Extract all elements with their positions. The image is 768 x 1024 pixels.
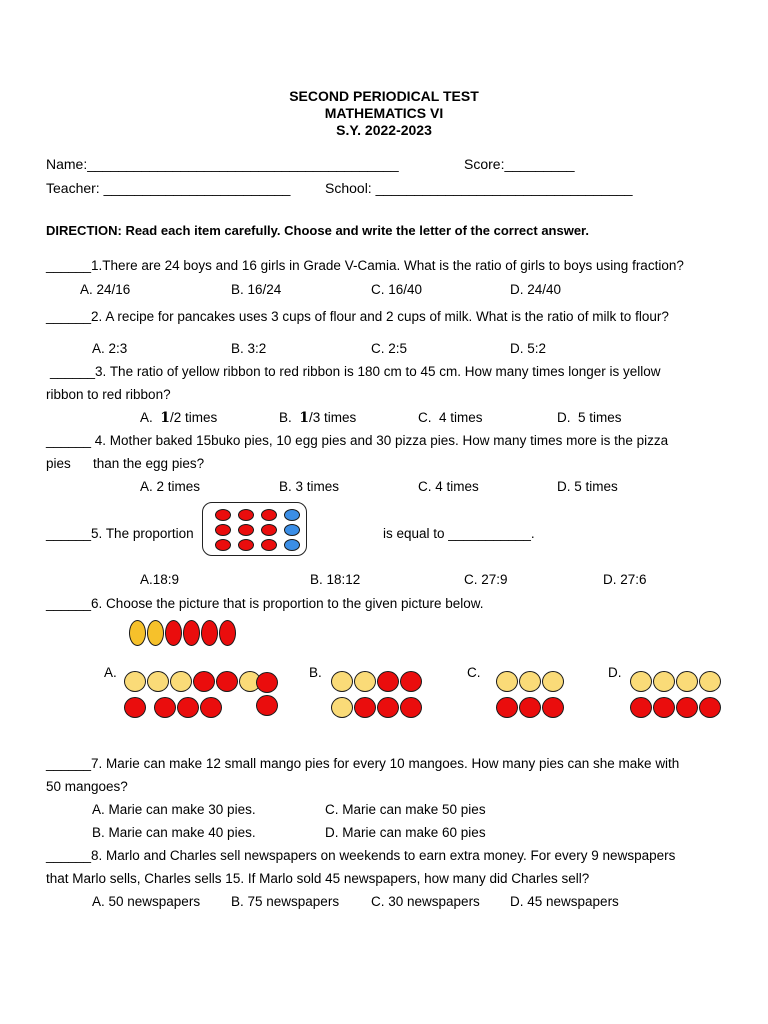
q2-choice-c: C. 2:5 xyxy=(371,341,408,356)
q5-choice-a: A.18:9 xyxy=(140,572,180,587)
q4-choice-c: C. 4 times xyxy=(418,479,479,494)
q6-option-a-label: A. xyxy=(104,665,117,680)
yellow-circle xyxy=(630,671,652,692)
q8-choice-a: A. 50 newspapers xyxy=(92,894,201,909)
yellow-oval xyxy=(147,620,164,646)
direction: DIRECTION: Read each item carefully. Choose and write the letter of the correct answer. xyxy=(46,223,590,238)
q5-choice-c: C. 27:9 xyxy=(464,572,508,587)
red-circle xyxy=(200,697,222,718)
yellow-circle xyxy=(542,671,564,692)
q4-choice-b: B. 3 times xyxy=(279,479,340,494)
red-circle xyxy=(400,671,422,692)
q3-choice-a-text: /2 times xyxy=(170,410,218,425)
q5-choice-b: B. 18:12 xyxy=(310,572,361,587)
q1-choice-c: C. 16/40 xyxy=(371,282,423,297)
yellow-circle xyxy=(124,671,146,692)
q7-choice-d: D. Marie can make 60 pies xyxy=(325,825,486,840)
score-field: Score:_________ xyxy=(464,156,575,172)
q3-choice-b-text: /3 times xyxy=(309,410,357,425)
yellow-oval xyxy=(129,620,146,646)
red-circle xyxy=(154,697,176,718)
blue-dot xyxy=(284,539,300,551)
q3-choice-c-letter: C. xyxy=(418,410,432,425)
red-circle xyxy=(519,697,541,718)
red-dot xyxy=(238,539,254,551)
q3-choice-b xyxy=(279,410,356,426)
question-8-line-2: that Marlo sells, Charles sells 15. If Marlo sold 45 newspapers, how many did Charles sell? xyxy=(46,871,590,886)
question-6: ______6. Choose the picture that is proportion to the given picture below. xyxy=(46,596,484,611)
yellow-circle xyxy=(354,671,376,692)
question-4-line-1: ______ 4. Mother baked 15buko pies, 10 egg pies and 30 pizza pies. How many times more is the pizza xyxy=(46,433,669,448)
red-dot xyxy=(261,509,277,521)
test-title: SECOND PERIODICAL TEST xyxy=(289,88,479,104)
q1-choice-a: A. 24/16 xyxy=(80,282,131,297)
red-oval xyxy=(219,620,236,646)
red-circle xyxy=(216,671,238,692)
q8-choice-c: C. 30 newspapers xyxy=(371,894,480,909)
yellow-circle xyxy=(170,671,192,692)
q7-choice-a: A. Marie can make 30 pies. xyxy=(92,802,256,817)
question-8-line-1: ______8. Marlo and Charles sell newspapers on weekends to earn extra money. For every 9 newspapers xyxy=(46,848,676,863)
q1-choice-b: B. 16/24 xyxy=(231,282,282,297)
q3-choice-b-letter: B. xyxy=(279,410,292,425)
question-5-text: ______5. The proportion xyxy=(46,526,194,541)
q4-choice-a: A. 2 times xyxy=(140,479,201,494)
question-4-line-2b: than the egg pies? xyxy=(93,456,205,471)
name-field: Name:________________________________________ xyxy=(46,156,399,172)
question-3-line-2: ribbon to red ribbon? xyxy=(46,387,171,402)
q7-choice-b: B. Marie can make 40 pies. xyxy=(92,825,256,840)
q3-choice-c-text: 4 times xyxy=(439,410,483,425)
school-year: S.Y. 2022-2023 xyxy=(336,122,432,138)
red-circle xyxy=(124,697,146,718)
red-circle xyxy=(496,697,518,718)
q3-choice-c xyxy=(418,410,483,426)
teacher-field: Teacher: ________________________ xyxy=(46,180,291,196)
red-oval xyxy=(165,620,182,646)
question-3-line-1: ______3. The ratio of yellow ribbon to red ribbon is 180 cm to 45 cm. How many times longer is yellow xyxy=(50,364,661,379)
q6-option-b-label: B. xyxy=(309,665,322,680)
question-4-line-2a: pies xyxy=(46,456,71,471)
yellow-circle xyxy=(331,697,353,718)
red-circle xyxy=(377,671,399,692)
q8-choice-d: D. 45 newspapers xyxy=(510,894,619,909)
red-circle xyxy=(377,697,399,718)
q6-option-d-label: D. xyxy=(608,665,622,680)
red-circle xyxy=(400,697,422,718)
red-dot xyxy=(215,539,231,551)
red-dot xyxy=(261,539,277,551)
red-circle xyxy=(699,697,721,718)
question-1: ______1.There are 24 boys and 16 girls in Grade V-Camia. What is the ratio of girls to boys using fraction? xyxy=(46,258,684,273)
q5-choice-d: D. 27:6 xyxy=(603,572,647,587)
red-circle xyxy=(177,697,199,718)
yellow-circle xyxy=(496,671,518,692)
q8-choice-b: B. 75 newspapers xyxy=(231,894,340,909)
q7-choice-c: C. Marie can make 50 pies xyxy=(325,802,486,817)
q2-choice-b: B. 3:2 xyxy=(231,341,267,356)
proportion-picture-box xyxy=(202,502,307,556)
q6-option-c-label: C. xyxy=(467,665,481,680)
q3-choice-a-letter: A. xyxy=(140,410,153,425)
yellow-circle xyxy=(519,671,541,692)
q3-choice-a-number: 1 xyxy=(160,410,171,426)
red-circle xyxy=(256,695,278,716)
red-dot xyxy=(261,524,277,536)
red-circle xyxy=(256,672,278,693)
red-dot xyxy=(238,524,254,536)
blue-dot xyxy=(284,524,300,536)
blue-dot xyxy=(284,509,300,521)
red-dot xyxy=(238,509,254,521)
yellow-circle xyxy=(653,671,675,692)
question-2: ______2. A recipe for pancakes uses 3 cups of flour and 2 cups of milk. What is the ratio of milk to flour? xyxy=(46,309,669,324)
red-circle xyxy=(354,697,376,718)
red-circle xyxy=(542,697,564,718)
yellow-circle xyxy=(676,671,698,692)
school-field: School: _________________________________ xyxy=(325,180,633,196)
q4-choice-d: D. 5 times xyxy=(557,479,618,494)
q2-choice-a: A. 2:3 xyxy=(92,341,128,356)
q3-choice-a xyxy=(140,410,217,426)
red-circle xyxy=(193,671,215,692)
question-7-line-1: ______7. Marie can make 12 small mango pies for every 10 mangoes. How many pies can she make with xyxy=(46,756,680,771)
yellow-circle xyxy=(331,671,353,692)
red-circle xyxy=(653,697,675,718)
question-5-text-end: is equal to ___________. xyxy=(383,526,535,541)
red-oval xyxy=(201,620,218,646)
red-oval xyxy=(183,620,200,646)
red-dot xyxy=(215,509,231,521)
q3-choice-d-letter: D. xyxy=(557,410,571,425)
q1-choice-d: D. 24/40 xyxy=(510,282,562,297)
question-7-line-2: 50 mangoes? xyxy=(46,779,128,794)
subject-title: MATHEMATICS VI xyxy=(324,105,444,121)
q3-choice-d xyxy=(557,410,622,426)
q3-choice-d-text: 5 times xyxy=(578,410,622,425)
yellow-circle xyxy=(699,671,721,692)
red-circle xyxy=(676,697,698,718)
q3-choice-b-number: 1 xyxy=(299,410,310,426)
red-circle xyxy=(630,697,652,718)
red-dot xyxy=(215,524,231,536)
yellow-circle xyxy=(147,671,169,692)
q2-choice-d: D. 5:2 xyxy=(510,341,547,356)
